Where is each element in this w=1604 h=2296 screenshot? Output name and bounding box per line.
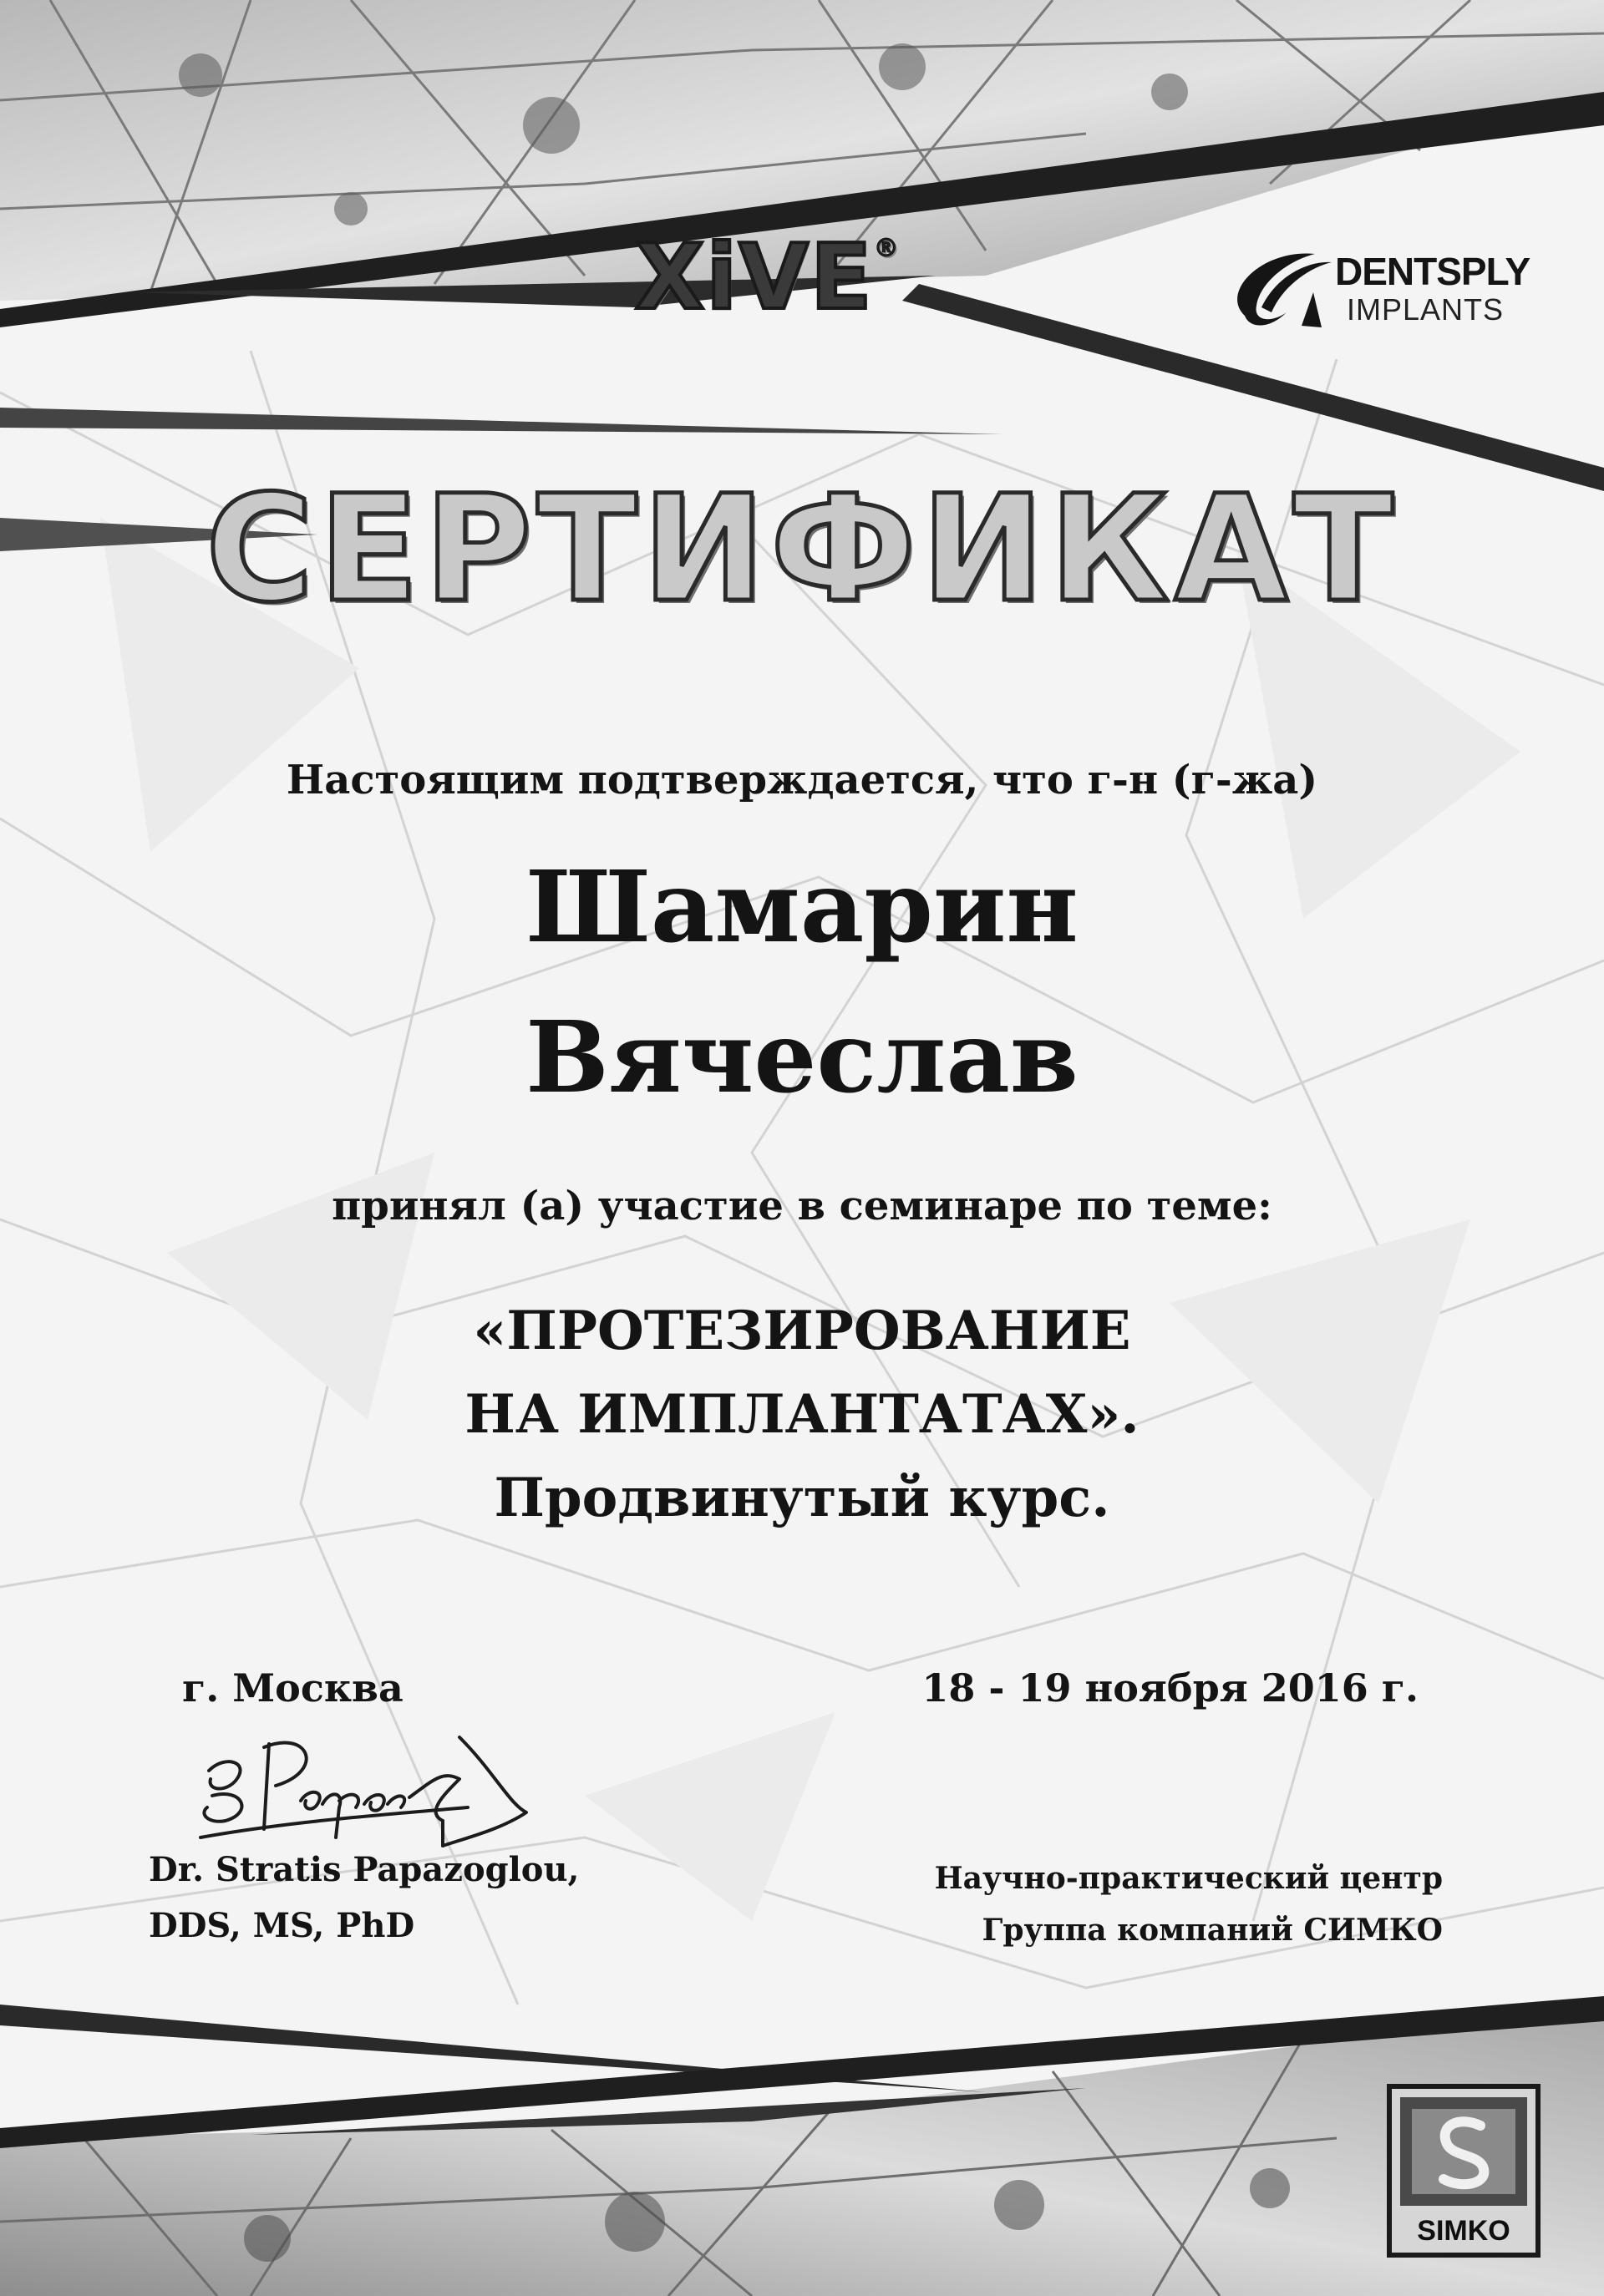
dentsply-swoosh-icon xyxy=(1228,242,1337,334)
simko-s-icon xyxy=(1400,2097,1527,2206)
registered-mark: ® xyxy=(873,234,901,263)
signer-degrees: DDS, MS, PhD xyxy=(149,1906,415,1945)
signer-name: Dr. Stratis Papazoglou, xyxy=(149,1850,580,1889)
simko-logo-panel xyxy=(1400,2097,1527,2206)
handwritten-signature xyxy=(192,1721,543,1863)
participation-text: принял (а) участие в семинаре по теме: xyxy=(332,1183,1272,1229)
organization-line1: Научно-практический центр xyxy=(934,1861,1443,1896)
simko-logo xyxy=(1387,2084,1541,2258)
simko-label: SIMKO xyxy=(1417,2215,1510,2247)
xive-logo-text: XiVE xyxy=(635,226,874,330)
seminar-date: 18 - 19 ноября 2016 г. xyxy=(921,1665,1419,1711)
dentsply-implants-logo xyxy=(1228,242,1529,342)
organization-line2: Группа компаний СИМКО xyxy=(982,1913,1443,1948)
confirm-text: Настоящим подтверждается, что г-н (г-жа) xyxy=(286,757,1318,803)
xive-logo xyxy=(635,226,901,330)
seminar-topic-line1: «ПРОТЕЗИРОВАНИЕ xyxy=(473,1300,1131,1362)
seminar-topic-line2: НА ИМПЛАНТАТАХ». xyxy=(464,1383,1140,1446)
dentsply-implants: IMPLANTS xyxy=(1347,292,1505,327)
certificate-heading: СЕРТИФИКАТ xyxy=(206,464,1398,635)
seminar-topic-line3: Продвинутый курс. xyxy=(494,1467,1110,1529)
recipient-surname: Шамарин xyxy=(525,849,1079,965)
city: г. Москва xyxy=(182,1665,404,1711)
recipient-given-name: Вячеслав xyxy=(525,999,1079,1115)
dentsply-name: DENTSPLY xyxy=(1335,250,1530,293)
